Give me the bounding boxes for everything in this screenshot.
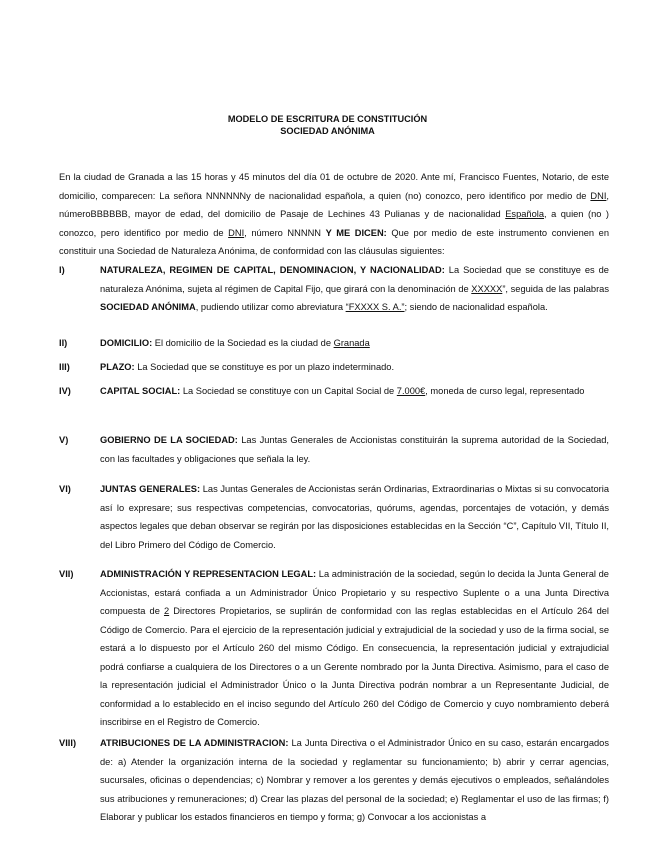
clause-heading: GOBIERNO DE LA SOCIEDAD: xyxy=(100,435,238,445)
clause-3 xyxy=(59,358,609,377)
directors-count: 2 xyxy=(163,606,170,616)
company-abbreviation: “FXXXX S. A.” xyxy=(345,302,405,312)
clause-number: II) xyxy=(59,338,68,348)
clause-4 xyxy=(59,382,609,401)
intro-text-2: , númeroBBBBBB, mayor de edad, del domicilio de Pasaje de Lechines 43 Pulianas y de nacionalidad xyxy=(59,190,609,219)
clause-text: , pudiendo utilizar como abreviatura xyxy=(195,302,346,312)
clause-body xyxy=(100,431,609,468)
clause-heading: ADMINISTRACIÓN Y REPRESENTACION LEGAL: xyxy=(100,569,317,579)
clause-number: VIII) xyxy=(59,738,77,748)
intro-text-5: Que por medio de este instrumento convienen en constituir una Sociedad de Naturaleza Anónima, de conformidad con las cláusulas siguientes: xyxy=(59,227,610,256)
clause-number: IV) xyxy=(59,386,71,396)
intro-text-1: En la ciudad de Granada a las 15 horas y 45 minutos del día 01 de octubre de 2020. Ante mí, Francisco Fuentes, Notario, de este domicilio, comparecen: La señora NNNNNNy de nacionalidad española, a quien (no) conozco, pero identifico por medio de xyxy=(59,172,609,201)
clause-body xyxy=(100,734,609,827)
clause-8 xyxy=(59,734,609,827)
clause-text: ; siendo de nacionalidad española. xyxy=(404,302,548,312)
clause-number: V) xyxy=(59,435,69,445)
clause-text: La Sociedad que se constituye es por un plazo indeterminado. xyxy=(134,362,395,372)
clause-text: ”, seguida de las palabras xyxy=(502,283,609,294)
clause-body xyxy=(100,382,609,401)
clause-heading: CAPITAL SOCIAL: xyxy=(100,386,181,396)
clause-body xyxy=(100,358,609,377)
clause-2 xyxy=(59,334,609,353)
clause-7 xyxy=(59,565,609,732)
intro-nationality: Española xyxy=(505,209,544,219)
clause-body xyxy=(100,565,609,732)
clause-1 xyxy=(59,261,609,317)
clause-text: , moneda de curso legal, representado xyxy=(425,386,585,396)
intro-dni-1: DNI xyxy=(590,190,607,201)
clause-5 xyxy=(59,431,609,468)
sociedad-anonima-label: SOCIEDAD ANÓNIMA xyxy=(100,302,196,312)
clause-heading: ATRIBUCIONES DE LA ADMINISTRACION: xyxy=(100,738,289,748)
clause-text: La administración de la sociedad, según lo decida la Junta General de Accionistas, estará confiada a un Administrador Único Propietario y su respectivo Suplente o a una Junta Directiva compuesta de xyxy=(100,569,609,616)
intro-dni-2: DNI xyxy=(228,227,245,238)
capital-amount: 7.000€ xyxy=(396,386,426,396)
clause-text: La Sociedad se constituye con un Capital Social de xyxy=(180,386,395,396)
clause-body xyxy=(100,261,609,317)
clause-text: El domicilio de la Sociedad es la ciudad de xyxy=(152,338,331,348)
title-line-1: MODELO DE ESCRITURA DE CONSTITUCIÓN xyxy=(227,114,428,124)
clause-number: VII) xyxy=(59,569,74,579)
title-line-2: SOCIEDAD ANÓNIMA xyxy=(280,126,375,136)
clause-text: Directores Propietarios, se suplirán de conformidad con las reglas establecidas en el Artículo 264 del Código de Comercio. Para el ejercicio de la representación judicial y extrajudicial de la sociedad y uso de la firma social, se estará a lo dispuesto por el Artículo 260 del mismo Código. En consecuencia, la representación judicial y extrajudicial podrá confiarse a cualquiera de los Directores o a un Gerente nombrado por la Junta Directiva. Asimismo, para el caso de la representación judicial el Administrador Único o la Junta Directiva podrán nombrar a un Representante Judicial, de conformidad a lo establecido en el inciso segundo del Artículo 260 del Código de Comercio y cuyo nombramiento deberá inscribirse en el Registro de Comercio. xyxy=(100,606,609,727)
intro-y-me-dicen: Y ME DICEN: xyxy=(325,227,387,238)
domicile-city: Granada xyxy=(333,338,370,348)
clause-heading: JUNTAS GENERALES: xyxy=(100,484,201,494)
clause-text: Las Juntas Generales de Accionistas constituirán la suprema autoridad de la Sociedad, con las facultades y obligaciones que señala la ley. xyxy=(100,435,610,464)
clause-body xyxy=(100,480,609,554)
clause-text: La Sociedad que se constituye es de naturaleza Anónima, sujeta al régimen de Capital Fijo, que girará con la denominación de xyxy=(100,265,609,294)
clause-number: III) xyxy=(59,362,70,372)
clause-number: VI) xyxy=(59,484,71,494)
clause-heading: PLAZO: xyxy=(100,362,135,372)
clause-6 xyxy=(59,480,609,554)
intro-paragraph xyxy=(59,168,609,261)
clause-body xyxy=(100,334,609,353)
company-denomination: XXXXX xyxy=(471,283,503,294)
clause-heading: NATURALEZA, REGIMEN DE CAPITAL, DENOMINACION, Y NACIONALIDAD: xyxy=(100,265,445,275)
intro-text-4: , número NNNNN xyxy=(244,227,322,238)
clause-text: Las Juntas Generales de Accionistas serán Ordinarias, Extraordinarias o Mixtas si su convocatoria así lo expresare; sus respectivas competencias, convocatorias, quórums, agendas, porcentajes de votación, y demás aspectos legales que deban observar se regirán por las disposiciones establecidas en la Sección “C”, Capítulo VII, Título II, del Libro Primero del Código de Comercio. xyxy=(100,484,609,550)
clause-number: I) xyxy=(59,265,65,275)
clause-text: La Junta Directiva o el Administrador Único en su caso, estarán encargados de: a) Atender la organización interna de la sociedad y reglamentar su funcionamiento; b) abrir y cerrar agencias, sucursales, oficinas o dependencias; c) Nombrar y remover a los gerentes y demás ejecutivos o empleados, señalándoles sus atribuciones y remuneraciones; d) Crear las plazas del personal de la sociedad; e) Reglamentar el uso de las firmas; f) Elaborar y publicar los estados financieros en tiempo y forma; g) Convocar a los accionistas a xyxy=(100,738,610,822)
document-title xyxy=(0,113,655,137)
intro-text-3: , a quien (no ) conozco, pero identifico por medio de xyxy=(59,209,609,238)
clause-heading: DOMICILIO: xyxy=(100,338,153,348)
